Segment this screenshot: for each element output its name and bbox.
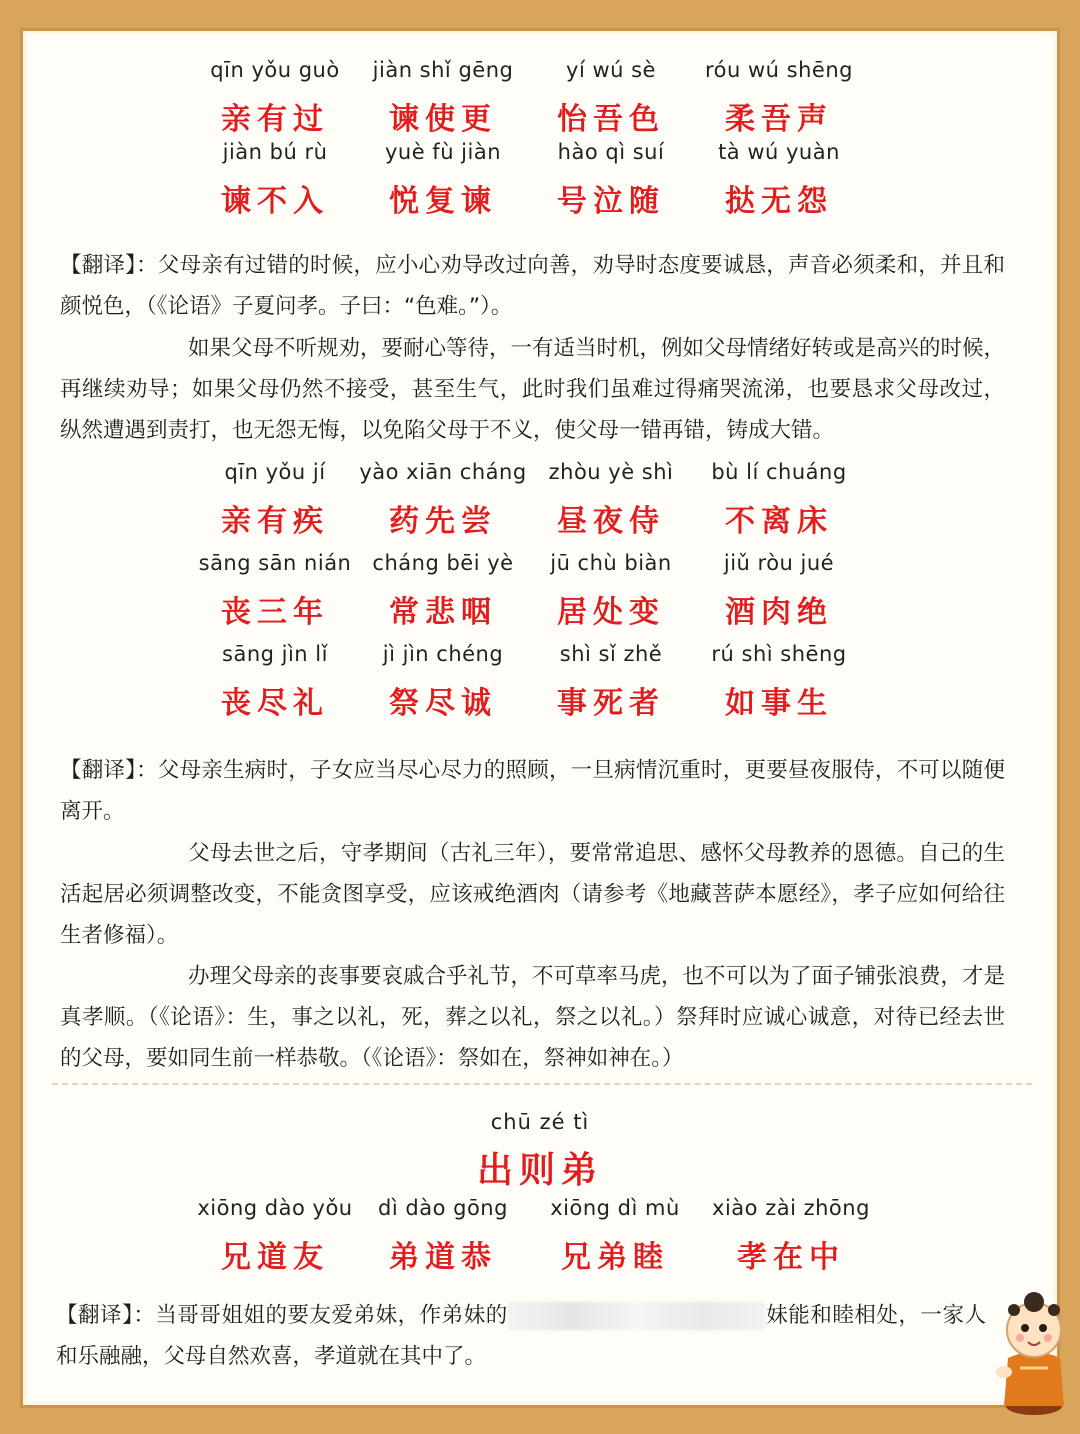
verse-pinyin: rú shì shēng (711, 642, 847, 666)
explanation-1 (60, 328, 1005, 451)
verse-characters: 兄弟睦 (561, 1240, 669, 1275)
verse-characters: 号泣随 (557, 184, 665, 219)
verse-characters: 丧三年 (221, 595, 329, 630)
verse-pinyin: xiōng dì mù (550, 1196, 680, 1220)
explanation-text: 办理父母亲的丧事要哀戚合乎礼节，不可草率马虎，也不可以为了面子铺张浪费，才是真孝顺。（《论语》：生，事之以礼，死，葬之以礼，祭之以礼。）祭拜时应诚心诚意，对待已经去世的父母，要如同生前一样恭敬。（《论语》：祭如在，祭神如神在。） (60, 964, 1006, 1071)
cartoon-child-icon (990, 1288, 1070, 1418)
verse-pinyin: xiào zài zhōng (712, 1196, 870, 1220)
verse-characters: 孝在中 (737, 1240, 845, 1275)
verse-pinyin: bù lí chuáng (711, 460, 847, 484)
verse-pinyin: jiàn shǐ gēng (372, 58, 514, 82)
verse-characters: 昼夜侍 (557, 504, 665, 539)
verse-pinyin: yuè fù jiàn (384, 140, 502, 164)
verse-grid-1 (0, 58, 1080, 238)
verse-characters: 兄道友 (221, 1240, 329, 1275)
verse-pinyin: dì dào gōng (378, 1196, 508, 1220)
verse-characters: 弟道恭 (389, 1240, 497, 1275)
verse-characters: 谏不入 (221, 184, 329, 219)
translation-2 (60, 750, 1005, 832)
verse-pinyin: jiǔ ròu jué (723, 551, 835, 575)
verse-pinyin: jū chù biàn (550, 551, 672, 575)
verse-pinyin: qīn yǒu jí (224, 460, 326, 484)
translation-3 (56, 1295, 986, 1377)
translation-text-cont: 妹能和睦相处，一家人和乐融融，父母自然欢喜，孝道就在其中了。 (56, 1303, 986, 1369)
verse-pinyin: róu wú shēng (705, 58, 853, 82)
explanation-text: 父母去世之后，守孝期间（古礼三年），要常常追思、感怀父母教养的恩德。自己的生活起居必须调整改变，不能贪图享受，应该戒绝酒肉（请参考《地藏菩萨本愿经》，孝子应如何给往生者修福）。 (60, 841, 1005, 948)
section-title: 出则弟 (476, 1150, 603, 1191)
verse-grid-3 (0, 1196, 1080, 1286)
verse-pinyin: sāng sān nián (198, 551, 352, 575)
verse-characters: 不离床 (725, 504, 833, 539)
explanation-2 (60, 833, 1005, 956)
verse-characters: 亲有疾 (221, 504, 329, 539)
verse-characters: 挞无怨 (725, 184, 833, 219)
verse-pinyin: sāng jìn lǐ (222, 642, 328, 666)
translation-label: 【翻译】： (56, 1303, 156, 1328)
translation-1 (60, 245, 1005, 327)
verse-pinyin: xiōng dào yǒu (197, 1196, 353, 1220)
verse-characters: 柔吾声 (725, 102, 833, 137)
verse-pinyin: qīn yǒu guò (210, 58, 340, 82)
translation-text: 当哥哥姐姐的要友爱弟妹，作弟妹的 (155, 1303, 508, 1328)
verse-pinyin: hào qì suí (557, 140, 665, 164)
explanation-text: 如果父母不听规劝，要耐心等待，一有适当时机，例如父母情绪好转或是高兴的时候，再继续劝导；如果父母仍然不接受，甚至生气，此时我们虽难过得痛哭流涕，也要恳求父母改过，纵然遭遇到责打，也无怨无悔，以免陷父母于不义，使父母一错再错，铸成大错。 (60, 336, 1006, 443)
verse-pinyin: shì sǐ zhě (559, 642, 663, 666)
verse-pinyin: cháng bēi yè (372, 551, 514, 575)
translation-text: 父母亲生病时，子女应当尽心尽力的照顾，一旦病情沉重时，更要昼夜服侍，不可以随便离开。 (60, 758, 1005, 824)
verse-pinyin: jì jìn chéng (382, 642, 504, 666)
translation-text: 父母亲有过错的时候，应小心劝导改过向善，劝导时态度要诚恳，声音必须柔和，并且和颜悦色，（《论语》子夏问孝。子曰：“色难。”）。 (60, 253, 1005, 319)
verse-characters: 事死者 (557, 686, 665, 721)
verse-pinyin: jiàn bú rù (222, 140, 328, 164)
verse-characters: 酒肉绝 (725, 595, 833, 630)
verse-characters: 怡吾色 (557, 102, 665, 137)
verse-pinyin: tà wú yuàn (718, 140, 840, 164)
verse-characters: 居处变 (557, 595, 665, 630)
verse-characters: 如事生 (725, 686, 833, 721)
section-divider (52, 1083, 1032, 1085)
verse-characters: 亲有过 (221, 102, 329, 137)
verse-pinyin: zhòu yè shì (548, 460, 674, 484)
verse-characters: 常悲咽 (389, 595, 497, 630)
verse-characters: 祭尽诚 (389, 686, 497, 721)
verse-characters: 悦复谏 (389, 184, 497, 219)
translation-label: 【翻译】： (60, 758, 158, 783)
verse-grid-2 (0, 460, 1080, 730)
translation-label: 【翻译】： (60, 253, 158, 278)
verse-characters: 谏使更 (389, 102, 497, 137)
verse-pinyin: yí wú sè (566, 58, 656, 82)
verse-pinyin: yào xiān cháng (359, 460, 527, 484)
verse-characters: 丧尽礼 (221, 686, 329, 721)
blurred-region (508, 1302, 766, 1330)
explanation-3 (60, 956, 1005, 1079)
verse-characters: 药先尝 (389, 504, 497, 539)
section-title-pinyin: chū zé tì (490, 1110, 590, 1134)
